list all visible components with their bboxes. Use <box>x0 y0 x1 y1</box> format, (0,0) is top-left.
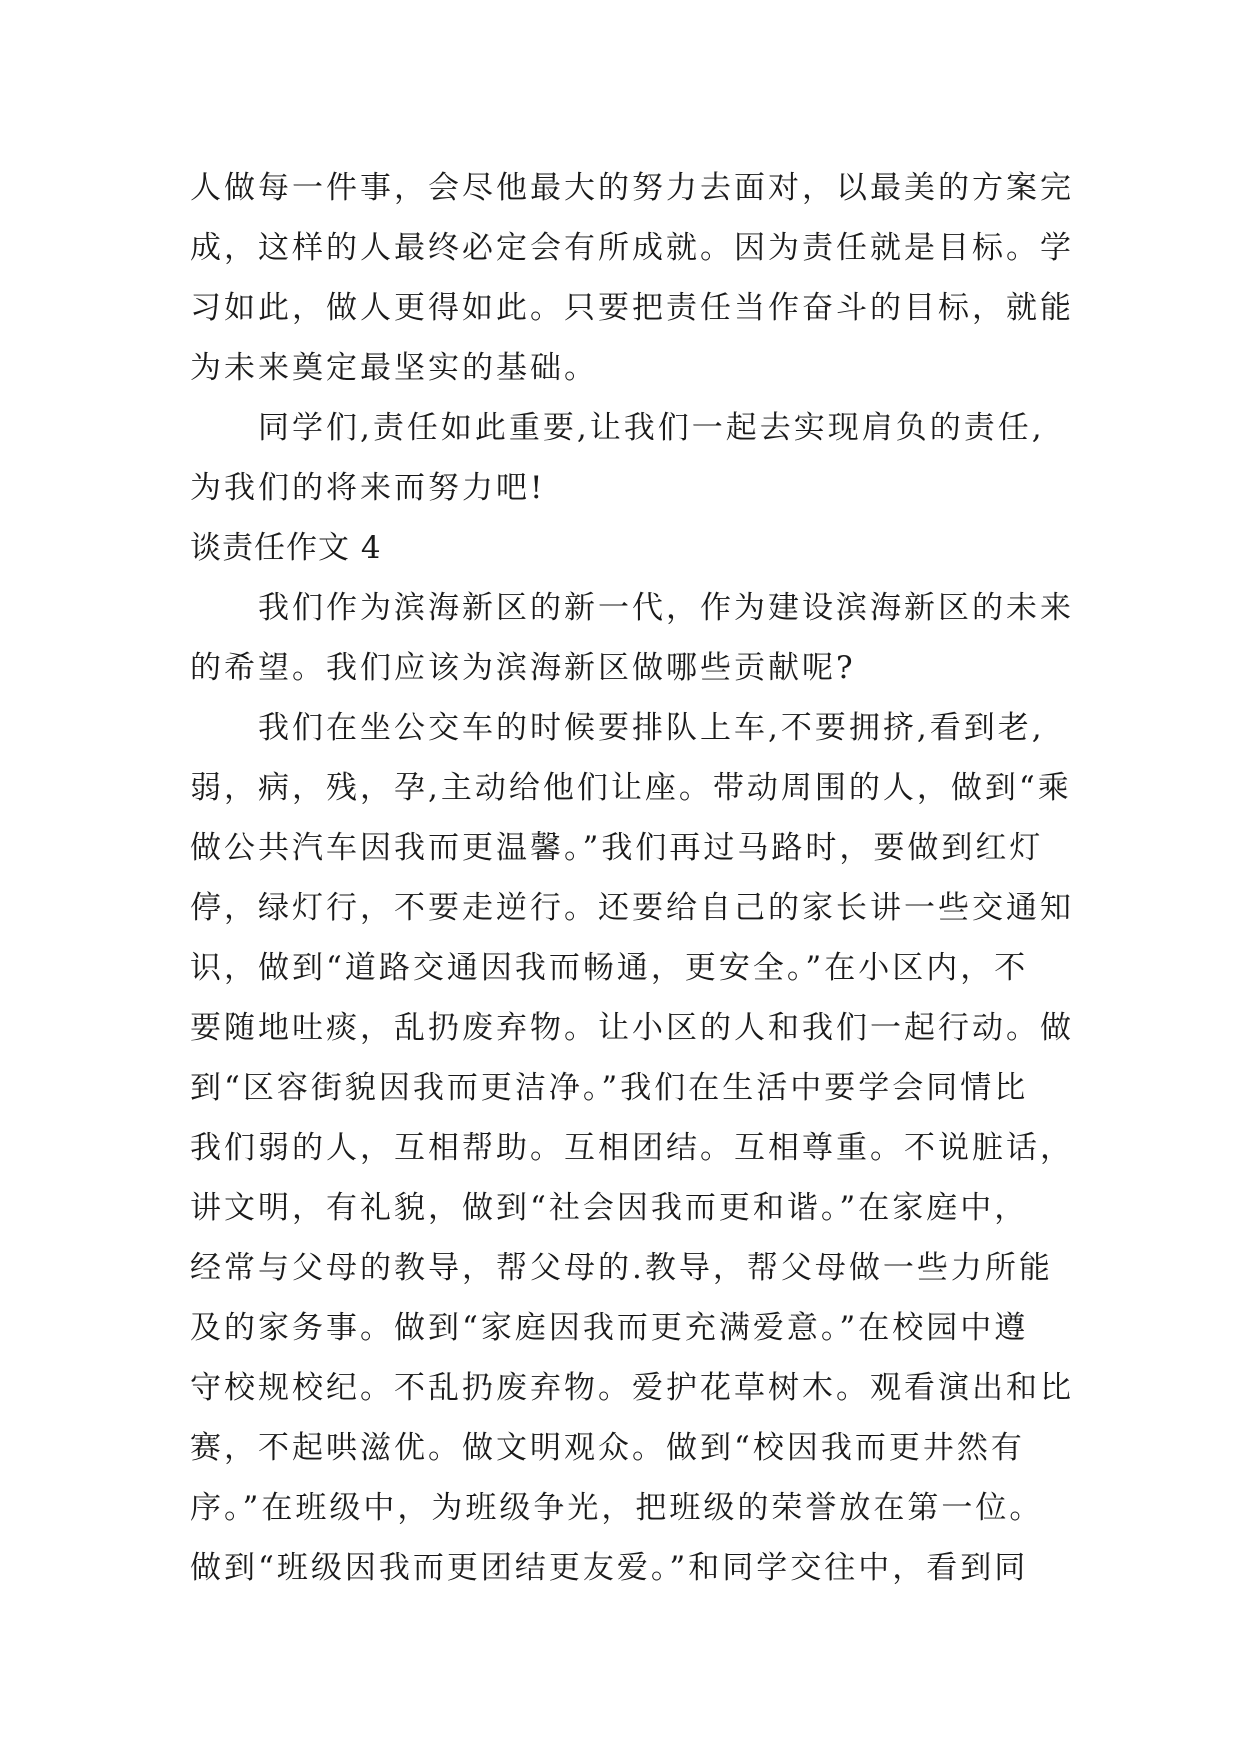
text-line: 做到“班级因我而更团结更友爱。”和同学交往中，看到同 <box>190 1550 1029 1586</box>
text-line: 为我们的将来而努力吧! <box>190 470 546 506</box>
text-line: 到“区容街貌因我而更洁净。”我们在生活中要学会同情比 <box>190 1070 1029 1106</box>
text-line: 及的家务事。做到“家庭因我而更充满爱意。”在校园中遵 <box>190 1310 1029 1346</box>
document-body <box>190 158 1074 1598</box>
section-heading: 谈责任作文 4 <box>190 530 382 566</box>
text-line: 的希望。我们应该为滨海新区做哪些贡献呢? <box>190 650 856 686</box>
text-line: 成，这样的人最终必定会有所成就。因为责任就是目标。学 <box>190 230 1074 266</box>
paragraph-first-line: 我们在坐公交车的时候要排队上车,不要拥挤,看到老, <box>258 710 1045 746</box>
text-line: 停，绿灯行，不要走逆行。还要给自己的家长讲一些交通知 <box>190 890 1074 926</box>
text-line: 赛，不起哄滋优。做文明观众。做到“校因我而更井然有 <box>190 1430 1025 1466</box>
text-line: 做公共汽车因我而更温馨。”我们再过马路时，要做到红灯 <box>190 830 1044 866</box>
paragraph-first-line: 我们作为滨海新区的新一代，作为建设滨海新区的未来 <box>258 590 1074 626</box>
text-line: 要随地吐痰，乱扔废弃物。让小区的人和我们一起行动。做 <box>190 1010 1074 1046</box>
text-line: 人做每一件事，会尽他最大的努力去面对，以最美的方案完 <box>190 170 1074 206</box>
text-line: 守校规校纪。不乱扔废弃物。爱护花草树木。观看演出和比 <box>190 1370 1074 1406</box>
text-line: 讲文明，有礼貌，做到“社会因我而更和谐。”在家庭中， <box>190 1190 1029 1226</box>
text-line: 识，做到“道路交通因我而畅通，更安全。”在小区内，不 <box>190 950 1029 986</box>
text-line: 经常与父母的教导，帮父母的.教导，帮父母做一些力所能 <box>190 1250 1053 1286</box>
text-line: 弱，病，残，孕,主动给他们让座。带动周围的人，做到“乘 <box>190 770 1072 806</box>
text-line: 为未来奠定最坚实的基础。 <box>190 350 598 386</box>
text-line: 序。”在班级中，为班级争光，把班级的荣誉放在第一位。 <box>190 1490 1044 1526</box>
paragraph-first-line: 同学们,责任如此重要,让我们一起去实现肩负的责任, <box>258 410 1045 446</box>
text-line: 我们弱的人，互相帮助。互相团结。互相尊重。不说脏话， <box>190 1130 1074 1166</box>
text-line: 习如此，做人更得如此。只要把责任当作奋斗的目标，就能 <box>190 290 1074 326</box>
